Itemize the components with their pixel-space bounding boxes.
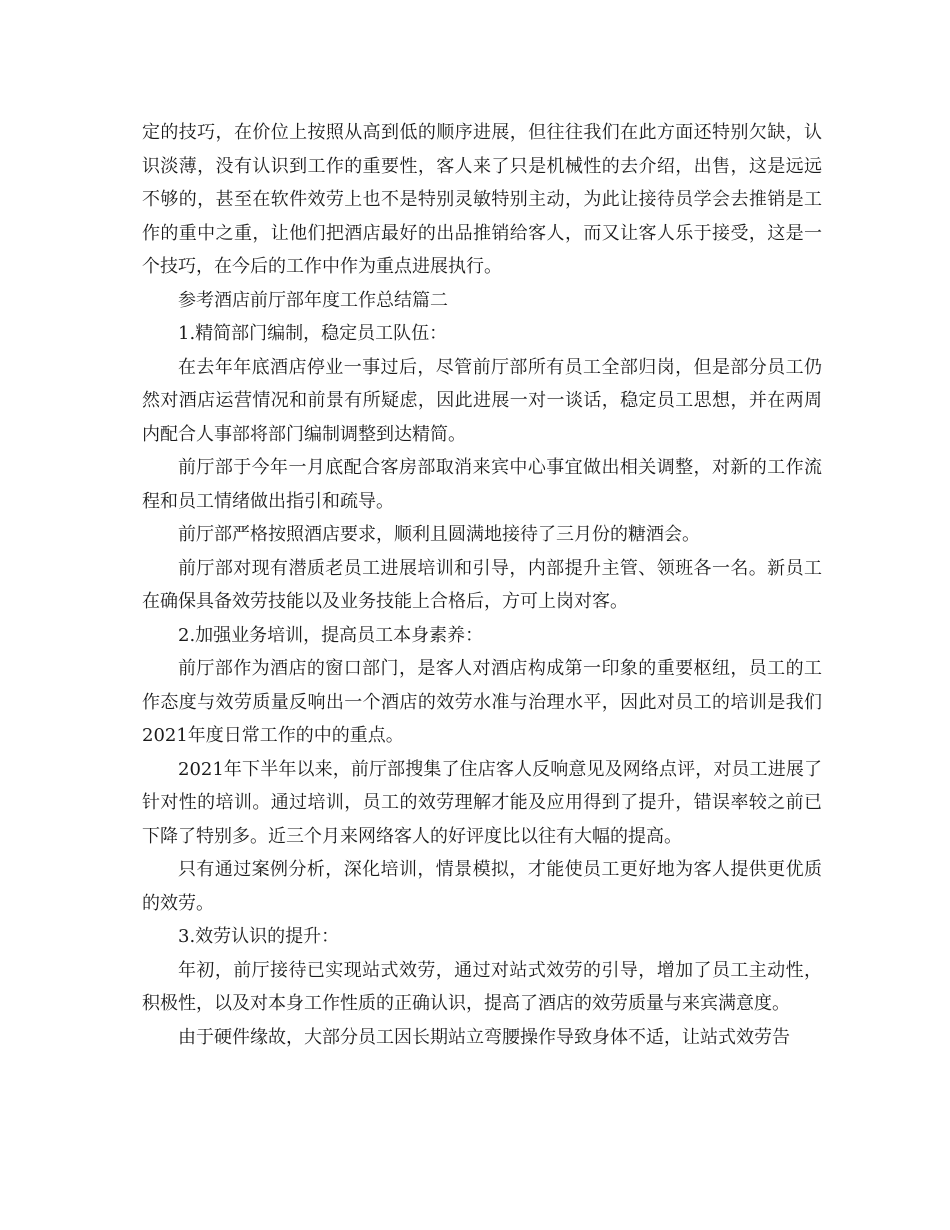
subheading-1: 1.精简部门编制，稳定员工队伍： (178, 323, 448, 344)
paragraph-2: 在去年年底酒店停业一事过后，尽管前厅部所有员工全部归岗，但是部分员工仍然对酒店运营情况和前景有所疑虑，因此进展一对一谈话，稳定员工思想，并在两周内配合人事部将部门编制调整到达精简。 (142, 356, 822, 445)
document-body (142, 116, 822, 1054)
paragraph-10: 由于硬件缘故，大部分员工因长期站立弯腰操作导致身体不适，让站式效劳告 (178, 1026, 790, 1048)
paragraph-1: 定的技巧，在价位上按照从高到低的顺序进展，但往往我们在此方面还特别欠缺，认识淡薄，没有认识到工作的重要性，客人来了只是机械性的去介绍，出售，这是远远不够的，甚至在软件效劳上也不是特别灵敏特别主动，为此让接待员学会去推销是工作的重中之重，让他们把酒店最好的出品推销给客人，而又让客人乐于接受，这是一个技巧，在今后的工作中作为重点进展执行。 (142, 122, 822, 277)
paragraph-8: 只有通过案例分析，深化培训，情景模拟，才能使员工更好地为客人提供更优质的效劳。 (142, 859, 822, 914)
paragraph-3: 前厅部于今年一月底配合客房部取消来宾中心事宜做出相关调整，对新的工作流程和员工情绪做出指引和疏导。 (142, 457, 822, 512)
paragraph-4: 前厅部严格按照酒店要求，顺利且圆满地接待了三月份的糖酒会。 (178, 524, 700, 545)
section-heading: 参考酒店前厅部年度工作总结篇二 (178, 289, 448, 311)
paragraph-6: 前厅部作为酒店的窗口部门，是客人对酒店构成第一印象的重要枢纽，员工的工作态度与效劳质量反响出一个酒店的效劳水准与治理水平，因此对员工的培训是我们2021年度日常工作的中的重点。 (142, 658, 822, 746)
paragraph-9: 年初，前厅接待已实现站式效劳，通过对站式效劳的引导，增加了员工主动性，积极性，以及对本身工作性质的正确认识，提高了酒店的效劳质量与来宾满意度。 (142, 959, 822, 1014)
paragraph-7: 2021年下半年以来，前厅部搜集了住店客人反响意见及网络点评，对员工进展了针对性的培训。通过培训，员工的效劳理解才能及应用得到了提升，错误率较之前已下降了特别多。近三个月来网络客人的好评度比以往有大幅的提高。 (142, 758, 822, 847)
subheading-3: 3.效劳认识的提升： (178, 926, 340, 947)
subheading-2: 2.加强业务培训，提高员工本身素养： (178, 624, 484, 646)
paragraph-5: 前厅部对现有潜质老员工进展培训和引导，内部提升主管、领班各一名。新员工在确保具备效劳技能以及业务技能上合格后，方可上岗对客。 (142, 557, 822, 612)
